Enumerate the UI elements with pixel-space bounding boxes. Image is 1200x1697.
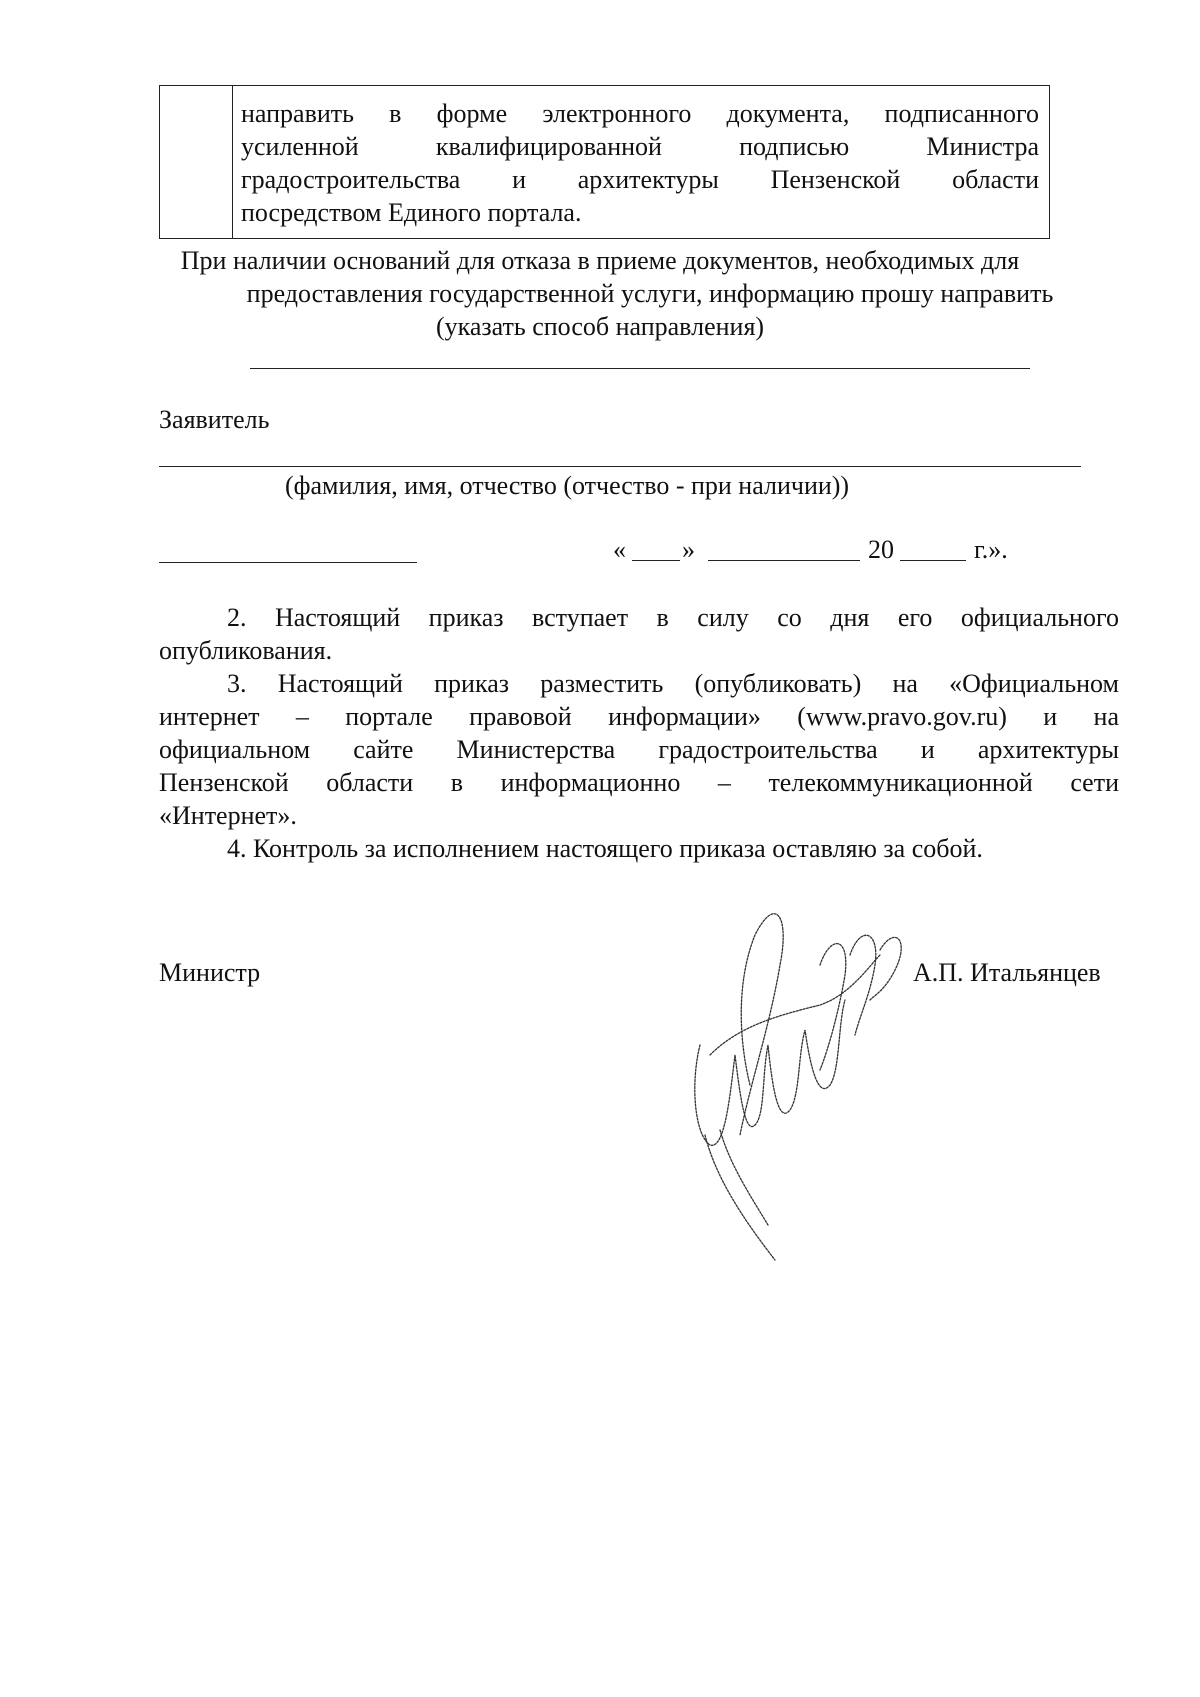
date-year-suffix: г.». (974, 535, 1008, 564)
delivery-method-line (250, 368, 1030, 369)
refusal-paragraph (100, 244, 1100, 343)
signatory-name: А.П. Итальянцев (913, 958, 1101, 987)
date-month-blank (708, 560, 860, 561)
clause-2 (159, 601, 1119, 667)
table-column-divider (232, 85, 233, 239)
date-quote-open: « (613, 535, 626, 564)
signatory-position: Министр (159, 958, 261, 987)
applicant-name-line (159, 466, 1081, 467)
refusal-line-2: предоставления государственной услуги, информацию прошу направить (246, 279, 1054, 308)
cell-line-1: направить в форме электронного документа, подписанного (241, 99, 1039, 128)
clause-3-line-3: официальном сайте Министерства градостроительства и архитектуры (159, 735, 1119, 764)
clause-3-line-1: 3. Настоящий приказ разместить (опубликовать) на «Официальном (227, 669, 1119, 698)
table-cell-text (241, 97, 1039, 229)
applicant-name-hint: (фамилия, имя, отчество (отчество - при наличии)) (285, 471, 850, 500)
date-day-blank (632, 560, 680, 561)
clause-3-line-2: интернет – портале правовой информации» (www.pravo.gov.ru) и на (159, 702, 1119, 731)
applicant-label: Заявитель (159, 405, 270, 434)
clause-4: 4. Контроль за исполнением настоящего приказа оставляю за собой. (227, 834, 983, 863)
clause-3 (159, 667, 1119, 832)
cell-line-4: посредством Единого портала. (241, 198, 582, 227)
clause-2-line-2: опубликования. (159, 636, 333, 665)
applicant-signature-line (159, 562, 417, 563)
cell-line-2: усиленной квалифицированной подписью Министра (241, 132, 1039, 161)
refusal-line-3: (указать способ направления) (435, 312, 765, 341)
clause-3-line-4: Пензенской области в информационно – телекоммуникационной сети (159, 768, 1119, 797)
clause-2-line-1: 2. Настоящий приказ вступает в силу со дня его официального (227, 603, 1119, 632)
cell-line-3: градостроительства и архитектуры Пензенской области (241, 165, 1039, 194)
date-year-prefix: 20 (868, 535, 894, 564)
handwritten-signature (680, 895, 910, 1265)
date-year-blank (900, 560, 966, 561)
clause-3-line-5: «Интернет». (159, 801, 297, 830)
date-quote-close: » (682, 535, 695, 564)
refusal-line-1: При наличии оснований для отказа в приеме документов, необходимых для (180, 246, 1020, 275)
